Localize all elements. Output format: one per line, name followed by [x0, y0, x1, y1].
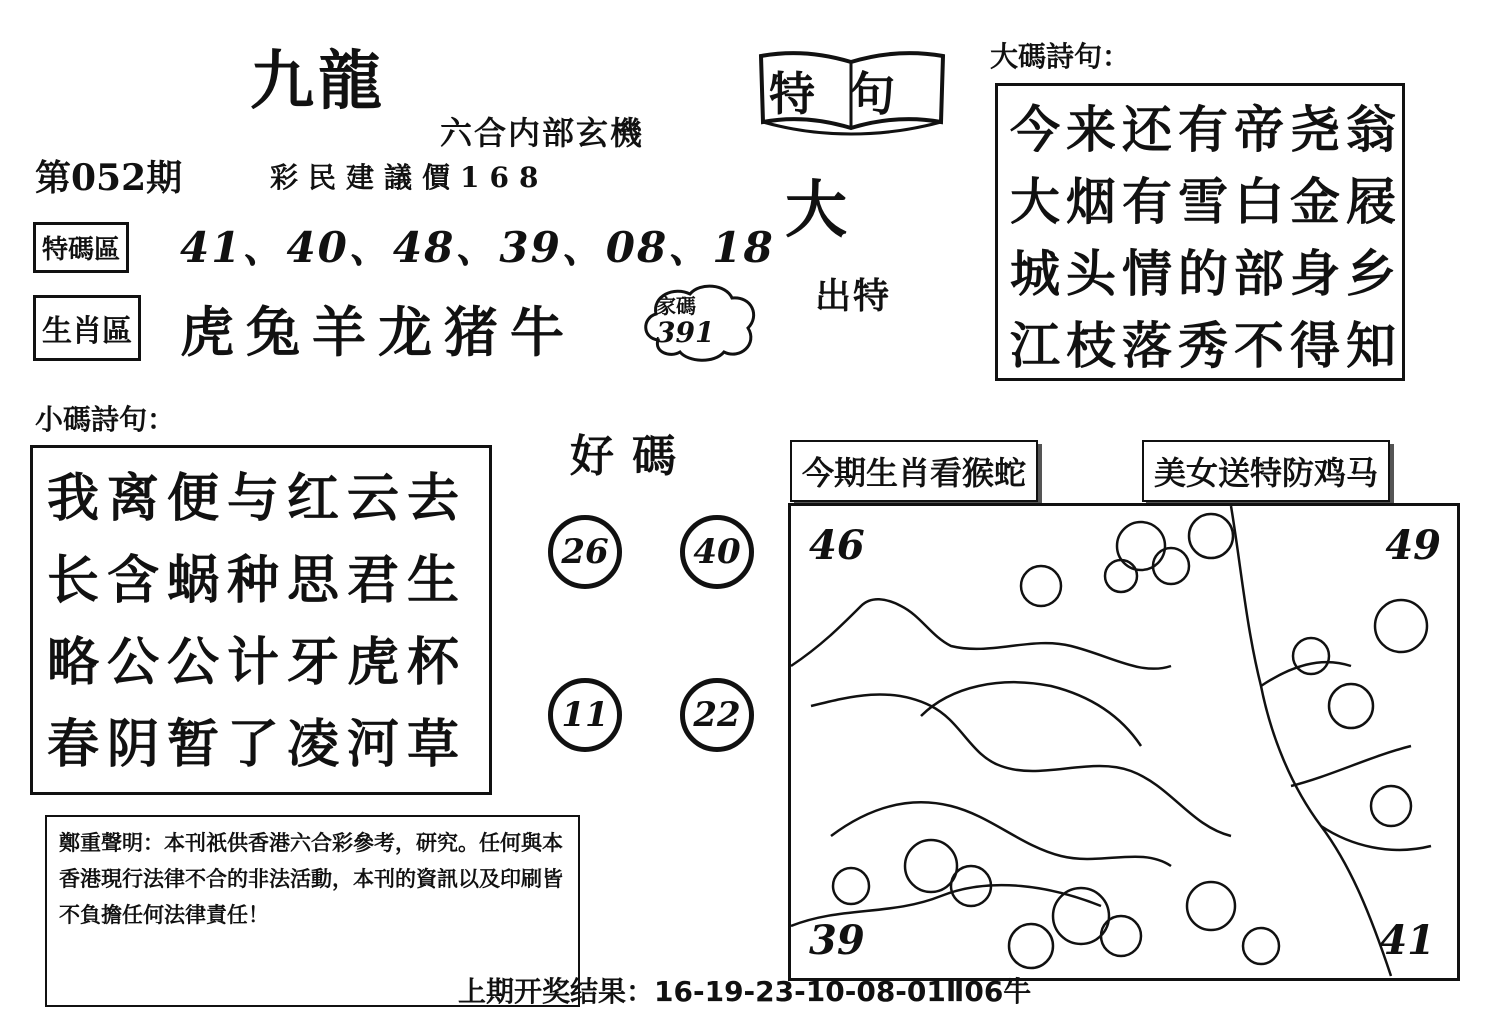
good-codes-title: 好碼 — [570, 431, 694, 482]
legal-disclaimer: 鄭重聲明：本刊祇供香港六合彩參考，研究。任何與本香港現行法律不合的非法活動，本刊的資訊以及印刷皆不負擔任何法律責任！ — [45, 815, 580, 1007]
home-code-label: 家碼 — [656, 294, 696, 318]
big-poem-line: 大烟有雪白金屐 — [1010, 172, 1402, 231]
small-poem-line: 我离便与红云去 — [47, 468, 468, 529]
big-poem-line: 今来还有帝尧翁 — [1010, 100, 1402, 159]
home-code-cloud — [640, 282, 760, 364]
special-phrase-label: 特句 — [769, 67, 929, 121]
special-zone-label: 特碼區 — [33, 222, 129, 273]
flower-drawing — [791, 506, 1460, 981]
artwork-corner-number: 39 — [809, 917, 865, 964]
suggested-price: 彩民建議價168 — [270, 161, 549, 194]
good-code-ball: 26 — [548, 515, 622, 589]
beauty-guard-tip: 美女送特防鸡马 — [1142, 440, 1390, 502]
big-poem-line: 江枝落秀不得知 — [1010, 316, 1402, 375]
big-poem-title: 大碼詩句： — [990, 40, 1131, 73]
artwork-corner-number: 46 — [809, 522, 865, 569]
small-poem-line: 略公公计牙虎杯 — [47, 632, 468, 693]
small-poem-line: 春阴暂了凌河草 — [47, 714, 468, 775]
good-code-ball: 40 — [680, 515, 754, 589]
zodiac-zone-label: 生肖區 — [33, 295, 141, 361]
big-poem-line: 城头情的部身乡 — [1010, 244, 1402, 303]
flower-artwork — [788, 503, 1460, 981]
zodiac-zone-list: 虎兔羊龙猪牛 — [180, 300, 576, 364]
issue-number: 第052期 — [35, 157, 183, 199]
special-zone-numbers: 41、40、48、39、08、18 — [180, 223, 775, 272]
artwork-corner-number: 49 — [1385, 522, 1441, 569]
small-poem-line: 长含蜗种思君生 — [47, 550, 468, 611]
good-code-ball: 22 — [680, 678, 754, 752]
good-code-ball: 11 — [548, 678, 622, 752]
artwork-corner-number: 41 — [1379, 917, 1435, 964]
special-phrase-big: 大 — [785, 173, 848, 246]
subtitle: 六合内部玄機 — [440, 114, 645, 152]
last-draw-result: 上期开奖结果：16-19-23-10-08-01Ⅱ06牛 — [458, 975, 1032, 1008]
small-poem-title: 小碼詩句： — [35, 403, 176, 436]
small-poem-box — [30, 445, 492, 795]
big-poem-box — [995, 83, 1405, 381]
special-phrase-out: 出特 — [815, 275, 892, 317]
brand-title: 九龍 — [250, 44, 386, 119]
special-phrase-book — [755, 48, 950, 138]
home-code-value: 391 — [656, 316, 715, 349]
zodiac-watch-tip: 今期生肖看猴蛇 — [790, 440, 1038, 502]
